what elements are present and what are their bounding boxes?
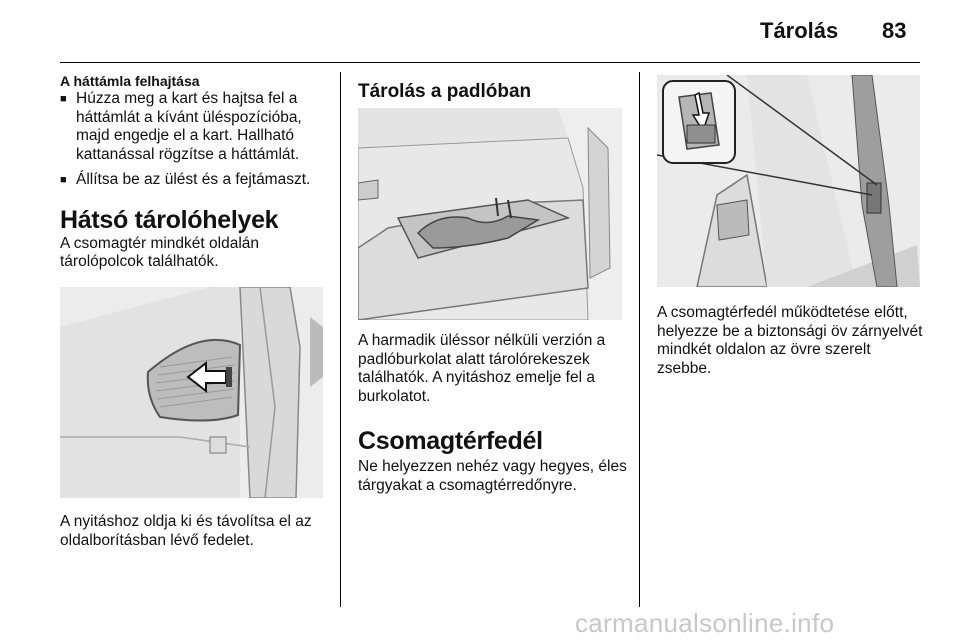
seatbelt-pocket-caption: A csomagtérfedél működtetése előtt, helyezze be a biztonsági öv zárnyelvét mindkét oldalon az övre szerelt zsebbe. xyxy=(657,304,923,377)
watermark: carmanualsonline.info xyxy=(575,608,835,638)
figure-seatbelt-pocket xyxy=(657,75,920,287)
step-1: ■ Húzza meg a kart és hajtsa fel a háttámlát a kívánt üléspozícióba, majd engedje el a kart. Hallható kattanással rögzítse a háttámlát. xyxy=(60,90,330,164)
header-rule xyxy=(60,62,920,63)
figure-floor-storage xyxy=(358,108,622,320)
column-divider-2 xyxy=(639,72,640,607)
rear-storage-intro: A csomagtér mindkét oldalán tárolópolcok találhatók. xyxy=(60,234,260,270)
column-3-text-block xyxy=(657,304,927,378)
column-2-text-block xyxy=(358,332,628,495)
column-divider-1 xyxy=(340,72,341,607)
step-2: ■ Állítsa be az ülést és a fejtámaszt. xyxy=(60,171,330,190)
heading-load-cover: Csomagtérfedél xyxy=(358,427,543,455)
figure-side-compartment xyxy=(60,287,323,498)
caption-side-compartment-block xyxy=(60,513,330,550)
load-cover-warning: Ne helyezzen nehéz vagy hegyes, éles tárgyakat a csomagtérredőnyre. xyxy=(358,458,627,494)
caption-side-compartment: A nyitáshoz oldja ki és távolítsa el az oldalborításban lévő fedelet. xyxy=(60,513,312,549)
floor-storage-caption: A harmadik üléssor nélküli verzión a padlóburkolat alatt tárolórekeszek találhatók. A nyitáshoz emelje fel a burkolatot. xyxy=(358,332,606,405)
page-number: 83 xyxy=(882,18,907,43)
column-1 xyxy=(60,73,330,272)
heading-floor-storage: Tárolás a padlóban xyxy=(358,81,532,102)
heading-rear-storage: Hátsó tárolóhelyek xyxy=(60,205,279,234)
chapter-title: Tárolás xyxy=(760,18,839,43)
steps-list xyxy=(60,90,330,190)
subheading-backrest: A háttámla felhajtása xyxy=(60,73,200,89)
column-2-heading-block xyxy=(358,80,628,104)
